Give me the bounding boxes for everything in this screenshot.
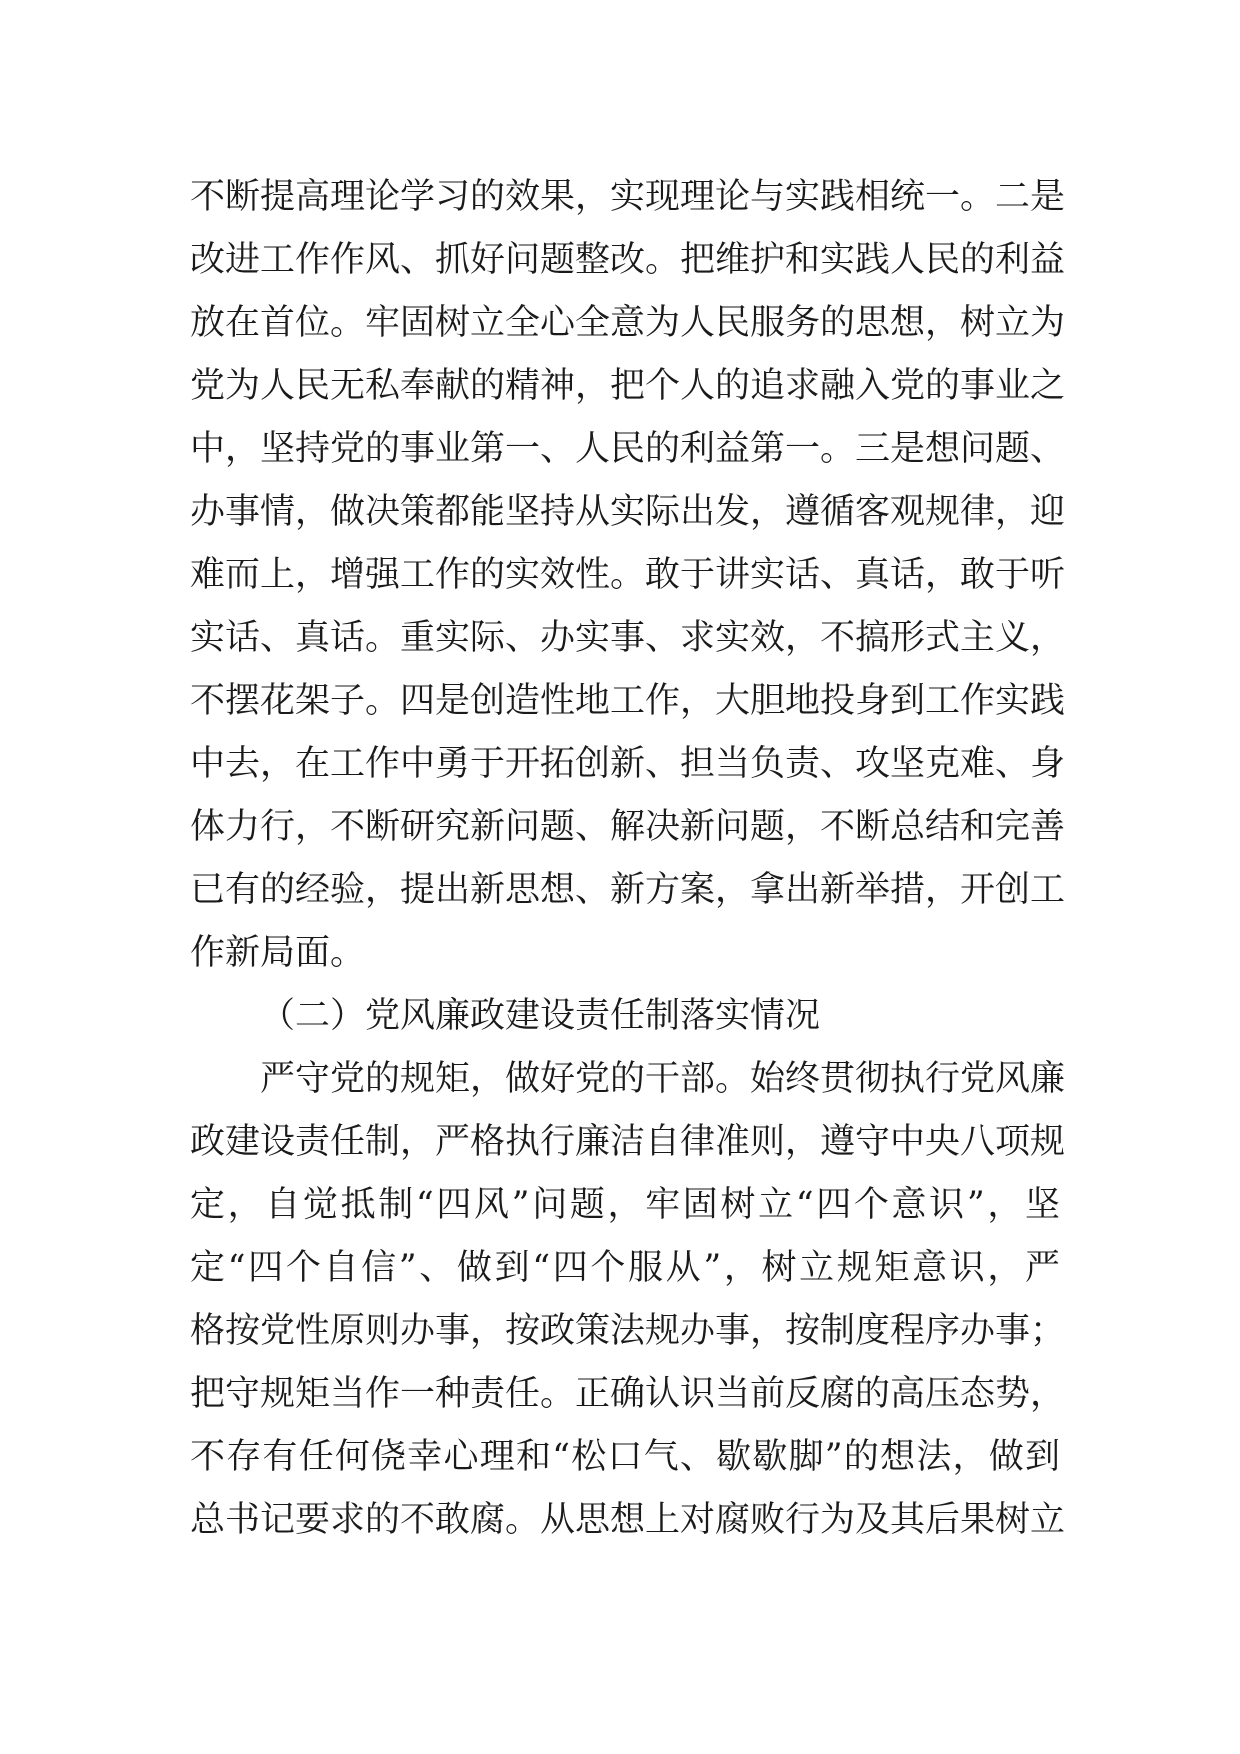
body-text [190,166,1066,1552]
text-line: 实话、真话。重实际、办实事、求实效，不搞形式主义， [190,618,1066,658]
text-line: 把守规矩当作一种责任。正确认识当前反腐的高压态势， [190,1374,1066,1414]
text-line: 不摆花架子。四是创造性地工作，大胆地投身到工作实践 [190,681,1066,721]
text-line: 格按党性原则办事，按政策法规办事，按制度程序办事； [190,1311,1066,1351]
text-line: 难而上，增强工作的实效性。敢于讲实话、真话，敢于听 [190,555,1066,595]
text-line: 不存有任何侥幸心理和“松口气、歇歇脚”的想法，做到 [190,1437,1060,1477]
section-heading: （二）党风廉政建设责任制落实情况 [260,996,821,1036]
text-line: 政建设责任制，严格执行廉洁自律准则，遵守中央八项规 [190,1122,1066,1162]
text-line: 定，自觉抵制“四风”问题，牢固树立“四个意识”，坚 [190,1185,1060,1225]
text-line: 已有的经验，提出新思想、新方案，拿出新举措，开创工 [190,870,1066,910]
text-line: 体力行，不断研究新问题、解决新问题，不断总结和完善 [190,807,1066,847]
text-line: 总书记要求的不敢腐。从思想上对腐败行为及其后果树立 [190,1500,1066,1540]
text-line: 办事情，做决策都能坚持从实际出发，遵循客观规律，迎 [190,492,1066,532]
paragraph-first-line: 严守党的规矩，做好党的干部。始终贯彻执行党风廉 [260,1059,1066,1099]
text-line: 改进工作作风、抓好问题整改。把维护和实践人民的利益 [190,240,1066,280]
text-line: 中，坚持党的事业第一、人民的利益第一。三是想问题、 [190,429,1066,469]
text-line: 放在首位。牢固树立全心全意为人民服务的思想，树立为 [190,303,1066,343]
text-line: 定“四个自信”、做到“四个服从”，树立规矩意识，严 [190,1248,1060,1288]
text-line: 党为人民无私奉献的精神，把个人的追求融入党的事业之 [190,366,1066,406]
text-line: 不断提高理论学习的效果，实现理论与实践相统一。二是 [190,177,1066,217]
text-line: 中去，在工作中勇于开拓创新、担当负责、攻坚克难、身 [190,744,1066,784]
paragraph-end-line: 作新局面。 [190,933,366,973]
